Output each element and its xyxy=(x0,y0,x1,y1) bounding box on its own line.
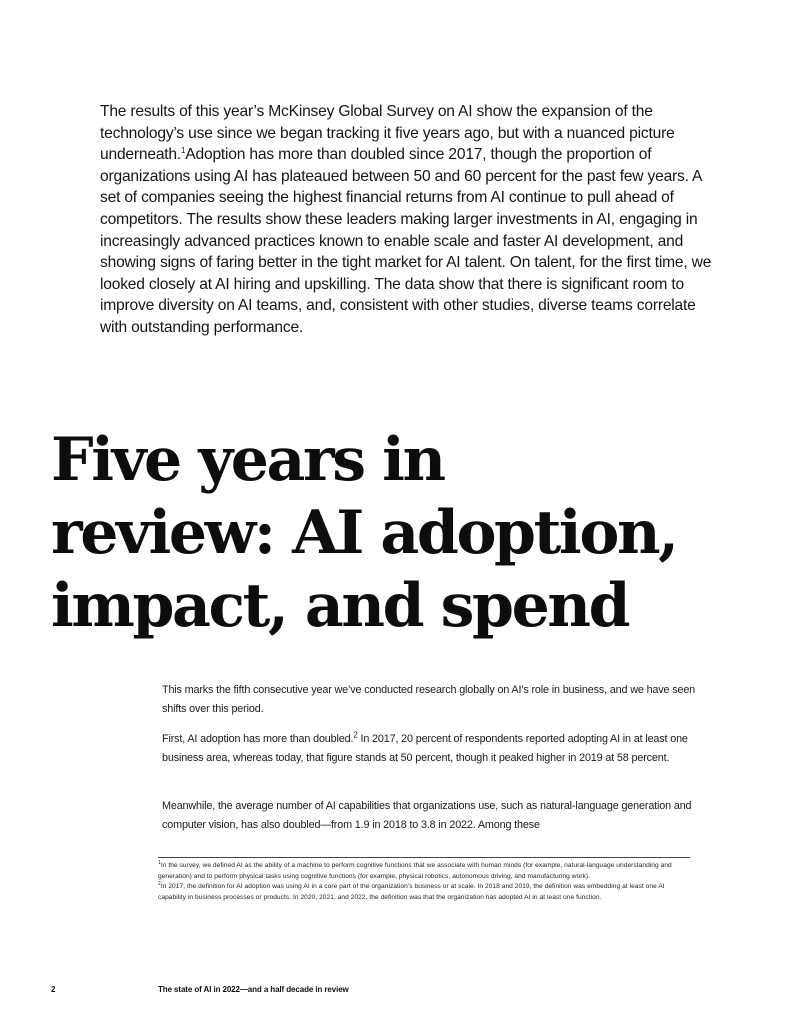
body-paragraph-2-after: In 2017, 20 percent of respondents reported adopting AI in at least one business area, whereas today, that figure stands at 50 percent, though it peaked higher in 2019 at 58 percent. xyxy=(162,733,688,764)
footnote-1-text: In the survey, we defined AI as the ability of a machine to perform cognitive functions that we associate with human minds (for example, natural-language understanding and generation) and to perform physical tasks using cognitive functions (for example, physical robotics, autonomous driving, and manufacturing work). xyxy=(158,862,672,880)
intro-paragraph xyxy=(100,101,715,339)
section-title-line-3: impact, and spend xyxy=(51,571,629,641)
footnotes xyxy=(158,861,690,903)
footnote-2-text: In 2017, the definition for AI adoption was using AI in a core part of the organization’s business or at scale. In 2018 and 2019, the definition was embedding at least one AI capability in business processes or products. In 2020, 2021, and 2022, the definition was that the organization has adopted AI in at least one function. xyxy=(158,883,665,901)
page-number: 2 xyxy=(51,985,56,994)
body-paragraph-3: Meanwhile, the average number of AI capabilities that organizations use, such as natural-language generation and computer vision, has also doubled—from 1.9 in 2018 to 3.8 in 2022. Among these xyxy=(162,800,692,831)
body-paragraph-2 xyxy=(162,730,707,767)
body-paragraph-1: This marks the fifth consecutive year we’ve conducted research globally on AI’s role in business, and we have seen shifts over this period. xyxy=(162,684,696,715)
footnote-divider xyxy=(158,857,690,858)
footnote-ref-2[interactable]: 2 xyxy=(353,730,358,740)
body-paragraph-2-before: First, AI adoption has more than doubled. xyxy=(162,733,354,745)
footnote-1 xyxy=(158,861,690,882)
intro-text-after-note: Adoption has more than doubled since 2017, though the proportion of organizations using AI has plateaued between 50 and 60 percent for the past few years. A set of companies seeing the highest financial returns from AI continue to pull ahead of competitors. The results show these leaders making larger investments in AI, engaging in increasingly advanced practices known to enable scale and faster AI development, and showing signs of faring better in the tight market for AI talent. On talent, for the first time, we looked closely at AI hiring and upskilling. The data show that there is significant room to improve diversity on AI teams, and, consistent with other studies, diverse teams correlate with outstanding performance. xyxy=(100,146,712,336)
footnote-ref-1[interactable]: 1 xyxy=(181,146,186,155)
section-title-line-1: Five years in xyxy=(51,425,444,495)
footnote-2 xyxy=(158,882,690,903)
intro-text-before-note: The results of this year’s McKinsey Global Survey on AI show the expansion of the technology’s use since we began tracking it five years ago, but with a nuanced picture underneath. xyxy=(100,103,675,164)
footnote-2-marker: 2 xyxy=(158,881,161,887)
section-title xyxy=(51,424,771,643)
running-title: The state of AI in 2022—and a half decade in review xyxy=(158,985,349,994)
footnote-1-marker: 1 xyxy=(158,859,161,866)
section-title-line-2: review: AI adoption, xyxy=(51,498,677,568)
